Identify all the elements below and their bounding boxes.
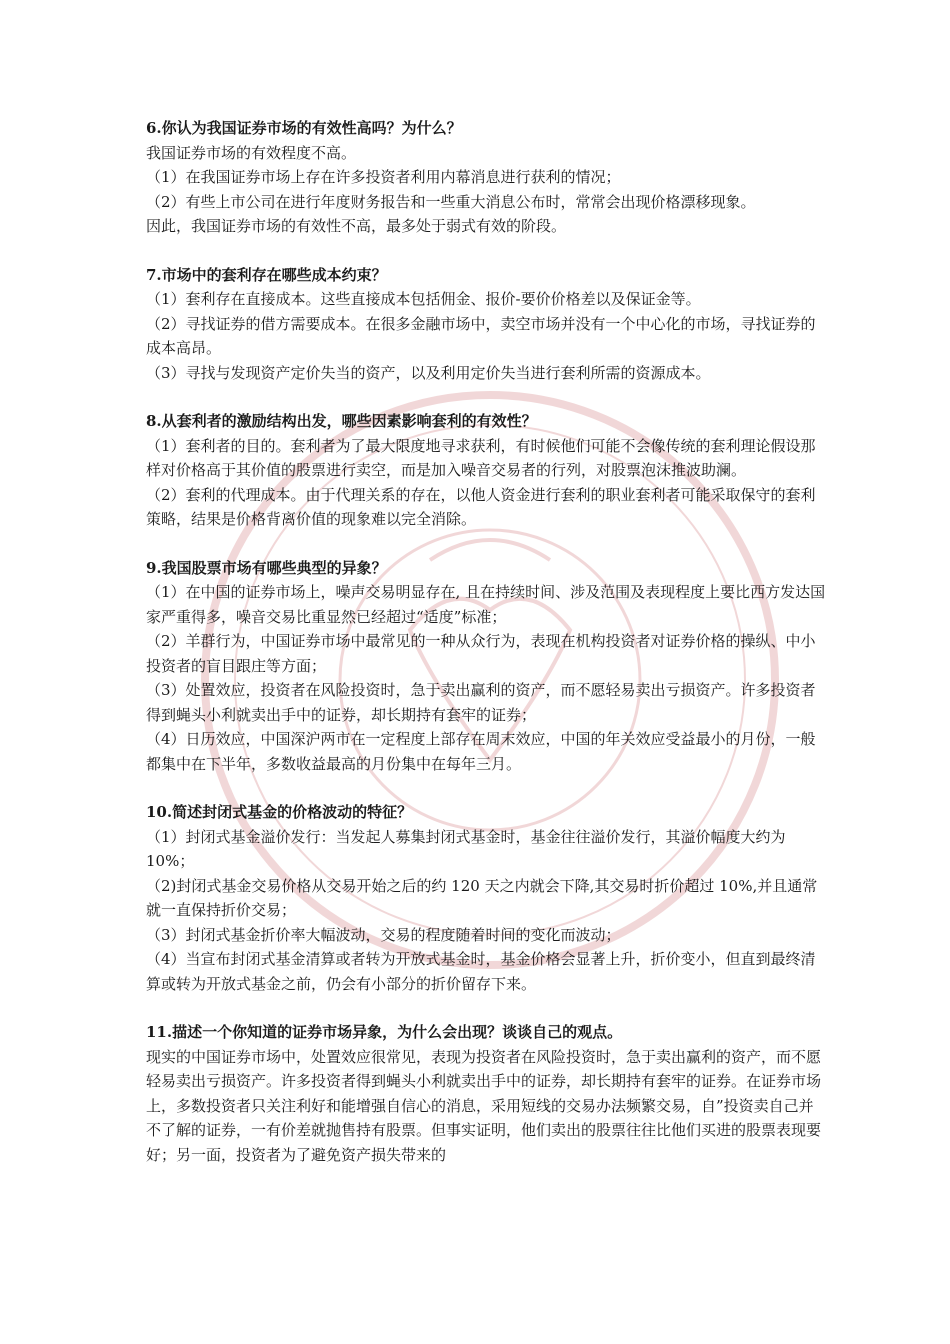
question-11 — [146, 1020, 826, 1167]
answer-line: 现实的中国证券市场中，处置效应很常见，表现为投资者在风险投资时，急于卖出赢利的资产，而不愿轻易卖出亏损资产。许多投资者得到蝇头小利就卖出手中的证券，却长期持有套牢的证券。在证券市场上，多数投资者只关注利好和能增强自信心的消息，采用短线的交易办法频繁交易，自”投资卖自己并不了解的证券，一有价差就抛售持有股票。但事实证明，他们卖出的股票往往比他们买进的股票表现要好；另一面，投资者为了避免资产损失带来的 — [146, 1047, 822, 1164]
answer-line: （2）套利的代理成本。由于代理关系的存在，以他人资金进行套利的职业套利者可能采取保守的套利策略，结果是价格背离价值的现象难以完全消除。 — [146, 485, 816, 528]
answer-line: （2）有些上市公司在进行年度财务报告和一些重大消息公布时，常常会出现价格漂移现象。 — [146, 192, 756, 211]
question-title: 7.市场中的套利存在哪些成本约束？ — [146, 265, 387, 284]
document-page — [146, 116, 826, 1191]
question-8 — [146, 409, 826, 532]
answer-line: （4）日历效应，中国深沪两市在一定程度上部存在周末效应，中国的年关效应受益最小的月份，一般都集中在下半年，多数收益最高的月份集中在每年三月。 — [146, 730, 816, 773]
answer-line: 我国证券市场的有效程度不高。 — [146, 143, 357, 162]
answer-line: （3）寻找与发现资产定价失当的资产，以及利用定价失当进行套利所需的资源成本。 — [146, 363, 711, 382]
question-title: 8.从套利者的激励结构出发，哪些因素影响套利的有效性？ — [146, 412, 537, 430]
answer-line: （1）套利存在直接成本。这些直接成本包括佣金、报价-要价价格差以及保证金等。 — [146, 290, 701, 308]
question-title: 11.描述一个你知道的证券市场异象，为什么会出现？谈谈自己的观点。 — [146, 1023, 623, 1041]
answer-line: （1）在我国证券市场上存在许多投资者利用内幕消息进行获利的情况； — [146, 168, 621, 186]
question-9 — [146, 556, 826, 777]
answer-line: （1）在中国的证券市场上，噪声交易明显存在, 且在持续时间、涉及范围及表现程度上要比西方发达国家严重得多，噪音交易比重显然已经超过“适度”标准； — [146, 583, 826, 626]
answer-line: （4）当宣布封闭式基金清算或者转为开放式基金时，基金价格会显著上升，折价变小，但直到最终清算或转为开放式基金之前，仍会有小部分的折价留存下来。 — [146, 950, 816, 993]
answer-line: （2）寻找证券的借方需要成本。在很多金融市场中，卖空市场并没有一个中心化的市场，寻找证券的成本高昂。 — [146, 314, 816, 357]
answer-line: （2)封闭式基金交易价格从交易开始之后的约 120 天之内就会下降,其交易时折价超过 10%,并且通常就一直保持折价交易； — [146, 876, 818, 919]
answer-line: 因此，我国证券市场的有效性不高，最多处于弱式有效的阶段。 — [146, 217, 567, 235]
question-title: 6.你认为我国证券市场的有效性高吗？为什么？ — [146, 119, 462, 137]
question-10 — [146, 800, 826, 996]
answer-line: （2）羊群行为，中国证券市场中最常见的一种从众行为，表现在机构投资者对证券价格的操纵、中小投资者的盲目跟庄等方面； — [146, 632, 816, 675]
answer-line: （1）封闭式基金溢价发行：当发起人募集封闭式基金时，基金往往溢价发行，其溢价幅度大约为 10%； — [146, 827, 786, 870]
question-7 — [146, 263, 826, 386]
question-title: 9.我国股票市场有哪些典型的异象？ — [146, 558, 387, 577]
answer-line: （3）处置效应，投资者在风险投资时，急于卖出赢利的资产，而不愿轻易卖出亏损资产。许多投资者得到蝇头小利就卖出手中的证券，却长期持有套牢的证券； — [146, 681, 816, 724]
answer-line: （3）封闭式基金折价率大幅波动，交易的程度随着时间的变化而波动； — [146, 925, 621, 944]
answer-line: （1）套利者的目的。套利者为了最大限度地寻求获利，有时候他们可能不会像传统的套利理论假设那样对价格高于其价值的股票进行卖空，而是加入噪音交易者的行列，对股票泡沫推波助澜。 — [146, 436, 816, 479]
question-title: 10.简述封闭式基金的价格波动的特征？ — [146, 803, 413, 821]
question-6 — [146, 116, 826, 239]
